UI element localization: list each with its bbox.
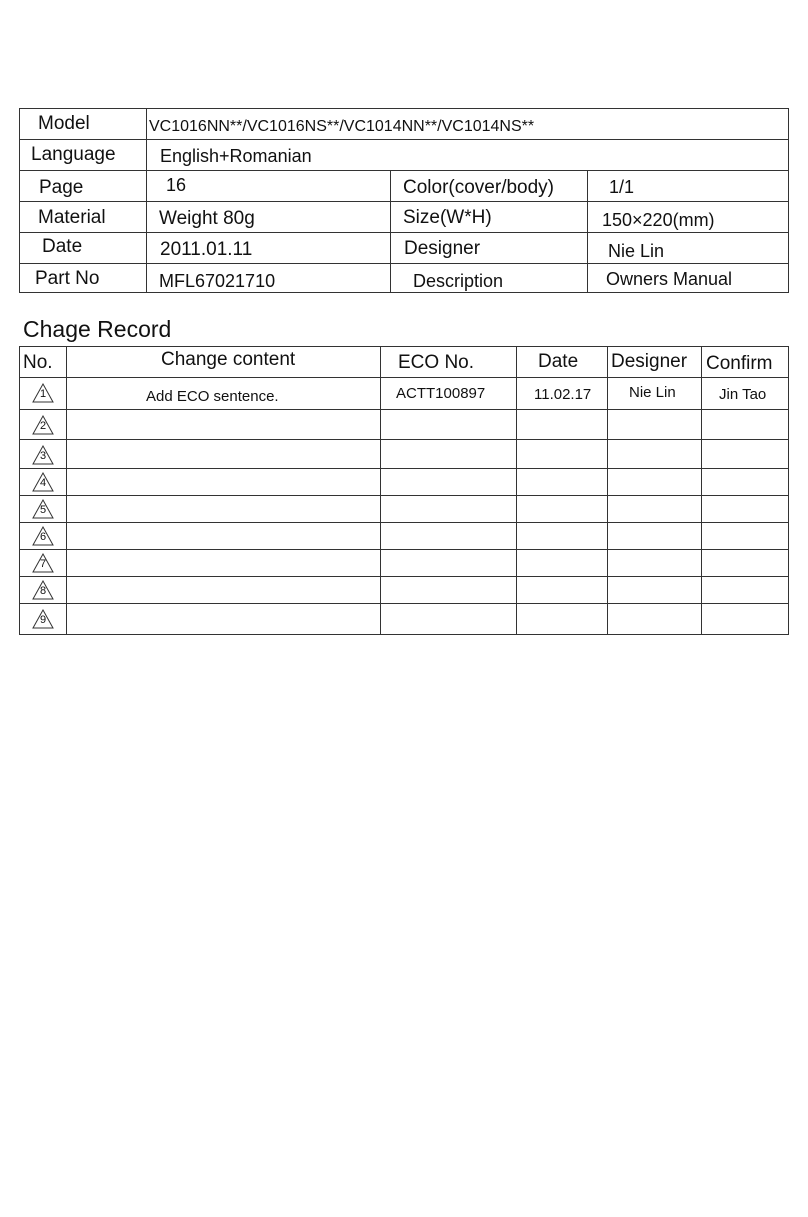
triangle-revision-icon: 5 xyxy=(32,499,54,519)
triangle-revision-icon: 7 xyxy=(32,553,54,573)
triangle-revision-icon: 3 xyxy=(32,445,54,465)
change-record-header xyxy=(20,347,788,378)
spec-row-page xyxy=(20,171,788,202)
row-change-content: Add ECO sentence. xyxy=(146,388,279,405)
triangle-revision-icon: 2 xyxy=(32,415,54,435)
spec-row-partno xyxy=(20,264,788,293)
header-date: Date xyxy=(538,351,579,372)
date-value: 2011.01.11 xyxy=(160,239,253,260)
triangle-revision-icon: 6 xyxy=(32,526,54,546)
header-eco-no: ECO No. xyxy=(398,352,475,373)
partno-value: MFL67021710 xyxy=(159,271,276,291)
table-row xyxy=(20,440,788,469)
table-row xyxy=(20,550,788,577)
header-change-content: Change content xyxy=(161,349,296,370)
header-confirm: Confirm xyxy=(706,353,773,374)
model-label: Model xyxy=(38,113,90,134)
description-value: Owners Manual xyxy=(606,269,733,289)
language-label: Language xyxy=(31,144,116,165)
table-row xyxy=(20,577,788,604)
change-record-table xyxy=(19,346,789,635)
spec-row-material xyxy=(20,202,788,233)
spec-row-model xyxy=(20,109,788,140)
header-designer: Designer xyxy=(611,351,688,372)
row-confirm: Jin Tao xyxy=(719,386,767,403)
spec-row-language xyxy=(20,140,788,171)
size-label: Size(W*H) xyxy=(403,207,492,228)
table-row xyxy=(20,523,788,550)
designer-label: Designer xyxy=(404,238,481,259)
color-value: 1/1 xyxy=(609,177,635,197)
material-label: Material xyxy=(38,207,106,228)
header-no: No. xyxy=(23,352,53,373)
table-row xyxy=(20,378,788,410)
spec-row-date xyxy=(20,233,788,264)
table-row xyxy=(20,410,788,440)
triangle-revision-icon: 1 xyxy=(32,383,54,403)
change-record-title: Chage Record xyxy=(23,316,172,342)
size-value: 150×220(mm) xyxy=(602,210,715,230)
date-label: Date xyxy=(42,236,83,257)
description-label: Description xyxy=(413,271,504,291)
triangle-revision-icon: 4 xyxy=(32,472,54,492)
table-row xyxy=(20,496,788,523)
language-value: English+Romanian xyxy=(160,146,312,166)
spec-table xyxy=(19,108,789,293)
designer-value: Nie Lin xyxy=(608,241,665,261)
page-value: 16 xyxy=(166,175,187,195)
partno-label: Part No xyxy=(35,268,100,289)
row-eco-no: ACTT100897 xyxy=(396,385,486,402)
table-row xyxy=(20,604,788,634)
table-row xyxy=(20,469,788,496)
row-designer: Nie Lin xyxy=(629,384,676,401)
page-label: Page xyxy=(39,177,84,198)
triangle-revision-icon: 8 xyxy=(32,580,54,600)
model-value: VC1016NN**/VC1016NS**/VC1014NN**/VC1014NS** xyxy=(149,118,535,135)
triangle-revision-icon: 9 xyxy=(32,609,54,629)
row-date: 11.02.17 xyxy=(534,386,592,403)
material-value: Weight 80g xyxy=(159,208,255,229)
color-label: Color(cover/body) xyxy=(403,177,554,198)
